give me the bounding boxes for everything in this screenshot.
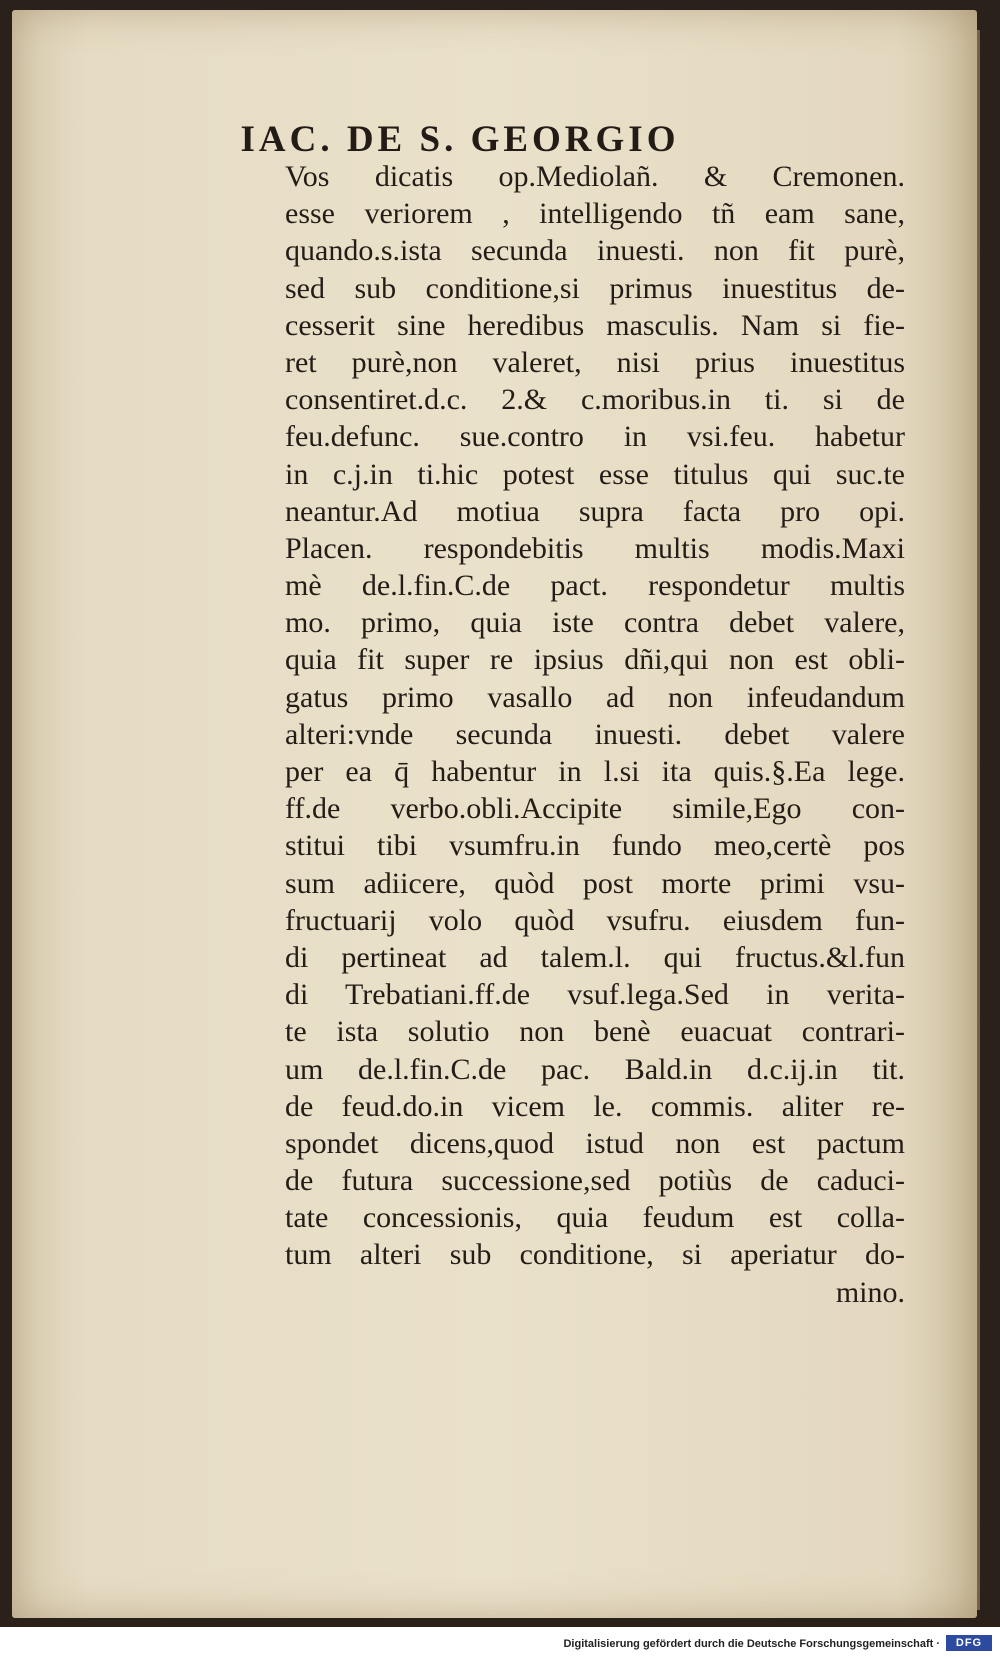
text-line: neantur.Ad motiua supra facta pro opi. [285,494,905,528]
text-line: sum adiicere, quòd post morte primi vsu- [285,866,905,900]
text-line: di Trebatiani.ff.de vsuf.lega.Sed in verita- [285,978,905,1012]
text-line: tum alteri sub conditione, si aperiatur do- [285,1238,905,1272]
text-line: um de.l.fin.C.de pac. Bald.in d.c.ij.in tit. [285,1052,905,1086]
text-line-last: mino. [835,1275,905,1309]
text-block [285,158,905,1311]
text-line: fructuarij volo quòd vsufru. eiusdem fun- [285,903,905,937]
text-line: mo. primo, quia iste contra debet valere, [285,606,905,640]
text-line: spondet dicens,quod istud non est pactum [285,1126,905,1160]
text-line: gatus primo vasallo ad non infeudandum [285,680,905,714]
text-line: de feud.do.in vicem le. commis. aliter re- [285,1089,905,1123]
text-line: sed sub conditione,si primus inuestitus de- [285,271,905,305]
text-line: tate concessionis, quia feudum est colla- [285,1201,905,1235]
text-line: per ea q̄ habentur in l.si ita quis.§.Ea lege. [285,755,905,788]
text-line: Placen. respondebitis multis modis.Maxi [285,531,905,565]
text-line: ff.de verbo.obli.Accipite simile,Ego con- [285,792,905,826]
text-line: consentiret.d.c. 2.& c.moribus.in ti. si de [285,383,905,417]
text-line: di pertineat ad talem.l. qui fructus.&l.fun [285,940,905,974]
funding-credit: Digitalisierung gefördert durch die Deutsche Forschungsgemeinschaft · [563,1638,940,1650]
text-line: esse veriorem , intelligendo tñ eam sane, [285,197,905,231]
text-line: stitui tibi vsumfru.in fundo meo,certè pos [285,829,905,863]
dfg-logo: DFG [946,1635,992,1651]
text-line: in c.j.in ti.hic potest esse titulus qui suc.te [285,457,905,491]
text-line: quia fit super re ipsius dñi,qui non est obli- [285,643,905,677]
text-line: quando.s.ista secunda inuesti. non fit purè, [285,234,905,268]
footer-bar [0,1627,1000,1657]
text-line: ret purè,non valeret, nisi prius inuestitus [285,345,905,379]
text-line: feu.defunc. sue.contro in vsi.feu. habetur [285,420,905,454]
text-line: cesserit sine heredibus masculis. Nam si fie- [285,308,905,342]
text-line: te ista solutio non benè euacuat contrari- [285,1015,905,1049]
running-head: IAC. DE S. GEORGIO [240,119,680,160]
text-line: mè de.l.fin.C.de pact. respondetur multis [285,569,905,603]
text-line: alteri:vnde secunda inuesti. debet valere [285,717,905,751]
text-line: Vos dicatis op.Mediolañ. & Cremonen. [285,160,905,193]
text-line: de futura successione,sed potiùs de caduci- [285,1164,905,1198]
